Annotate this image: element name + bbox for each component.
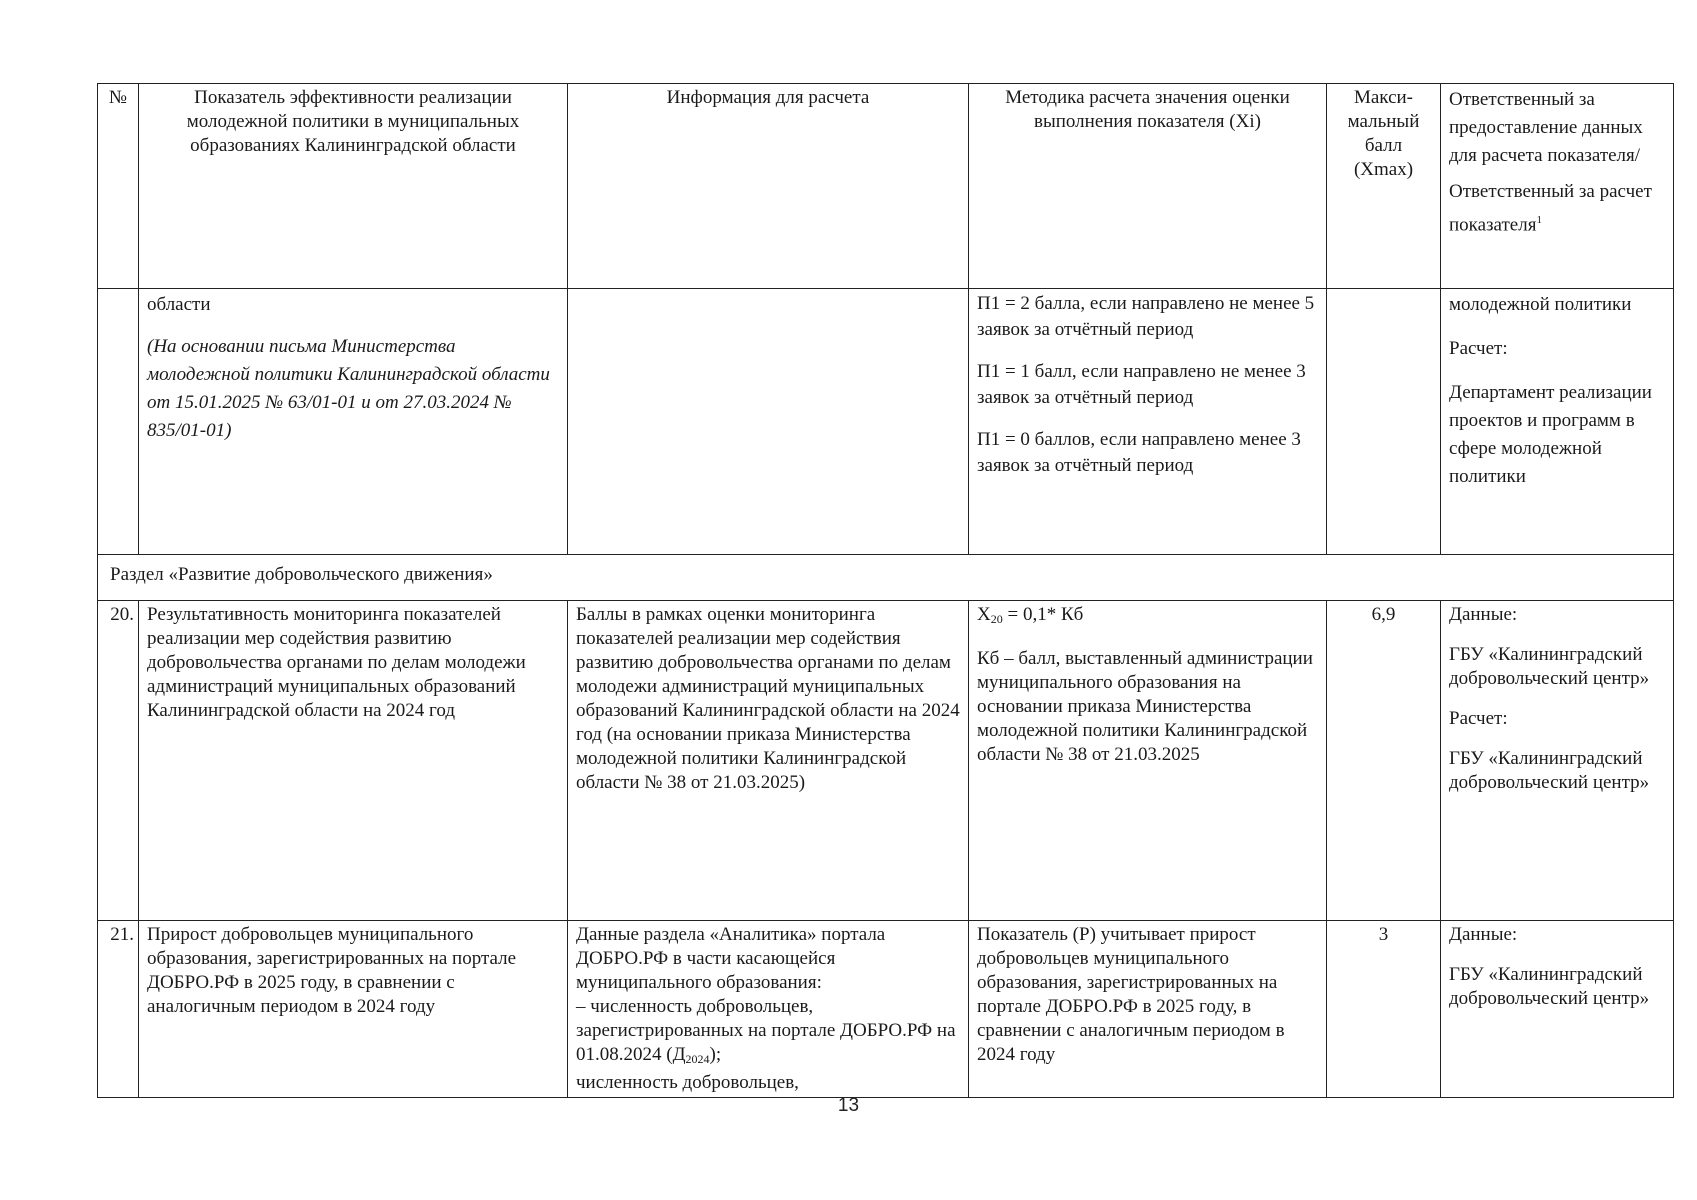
method-rule-2: П1 = 2 балла, если направлено не менее 5 заявок за отчётный период: [977, 293, 1315, 340]
info-line: Данные раздела «Аналитика» портала ДОБРО.РФ в части касающейся муниципального образования:: [576, 924, 886, 993]
method-rule-1: П1 = 1 балл, если направлено не менее 3 заявок за отчётный период: [977, 361, 1306, 408]
indicator-basis: (На основании письма Министерства молодежной политики Калининградской области от 15.01.2025 № 63/01-01 и от 27.03.2024 № 835/01-01): [147, 336, 550, 441]
resp-data-org: ГБУ «Калининградский добровольческий центр»: [1449, 964, 1650, 1009]
resp-calc-label: Расчет:: [1449, 338, 1508, 359]
table-header-row: [98, 84, 1674, 289]
header-indicator: Показатель эффективности реализации молодежной политики в муниципальных образованиях Калининградской области: [139, 84, 568, 289]
resp-data-label: Данные:: [1449, 604, 1518, 625]
row-number: 21.: [98, 921, 139, 1098]
cont-number-cell: [98, 289, 139, 555]
header-responsible: [1441, 84, 1674, 289]
cont-max-cell: [1327, 289, 1441, 555]
info-text: – численность добровольцев, зарегистрированных на портале ДОБРО.РФ на 01.08.2024 (Д: [576, 996, 956, 1065]
indicator-cell: Результативность мониторинга показателей реализации мер содействия развитию добровольчества органами по делам молодежи администраций муниципальных образований Калининградской области на 2024 год: [139, 601, 568, 921]
info-text-end: );: [709, 1044, 722, 1065]
section-row: [98, 555, 1674, 601]
resp-calc-label: Расчет:: [1449, 708, 1508, 729]
method-cell: Показатель (Р) учитывает прирост добровольцев муниципального образования, зарегистрированных на портале ДОБРО.РФ в 2025 году, в сравнении с аналогичным периодом в 2024 году: [969, 921, 1327, 1098]
table-row: [98, 289, 1674, 555]
header-method: Методика расчета значения оценки выполнения показателя (Xi): [969, 84, 1327, 289]
max-score-cell: 3: [1327, 921, 1441, 1098]
info-line: численность добровольцев,: [576, 1072, 799, 1093]
header-responsible-calc: [1449, 178, 1665, 239]
info-subscript: 2024: [685, 1052, 710, 1066]
resp-calc-org: ГБУ «Калининградский добровольческий центр»: [1449, 748, 1650, 793]
resp-department: Департамент реализации проектов и программ в сфере молодежной политики: [1449, 382, 1652, 487]
indicator-cell: Прирост добровольцев муниципального образования, зарегистрированных на портале ДОБРО.РФ в 2025 году, в сравнении с аналогичным периодом в 2024 году: [139, 921, 568, 1098]
max-score-cell: 6,9: [1327, 601, 1441, 921]
method-cell: [969, 601, 1327, 921]
indicator-tail: области: [147, 294, 211, 315]
resp-data-label: Данные:: [1449, 924, 1518, 945]
header-number: №: [98, 84, 139, 289]
cont-method-cell: [969, 289, 1327, 555]
header-max-score: Макси-мальный балл (Xmax): [1327, 84, 1441, 289]
info-line: [576, 995, 960, 1071]
cont-indicator-cell: [139, 289, 568, 555]
table-row: [98, 601, 1674, 921]
formula: [977, 603, 1318, 631]
header-responsible-data: Ответственный за предоставление данных для расчета показателя/: [1449, 89, 1643, 166]
formula-x: Х: [977, 604, 991, 625]
page-number: 13: [837, 1095, 860, 1116]
resp-data-org: ГБУ «Калининградский добровольческий центр»: [1449, 644, 1650, 689]
footnote-mark: 1: [1536, 214, 1542, 226]
cont-info-cell: [568, 289, 969, 555]
formula-subscript: 20: [990, 612, 1003, 626]
header-info: Информация для расчета: [568, 84, 969, 289]
info-cell: Баллы в рамках оценки мониторинга показателей реализации мер содействия развитию добровольчества органами по делам молодежи администраций муниципальных образований Калининградской области на 2024 год (на основании приказа Министерства молодежной политики Калининградской области № 38 от 21.03.2025): [568, 601, 969, 921]
formula-body: = 0,1* Кб: [1002, 604, 1084, 625]
responsible-cell: [1441, 601, 1674, 921]
row-number: 20.: [98, 601, 139, 921]
responsible-cell: [1441, 921, 1674, 1098]
method-text: Кб – балл, выставленный администрации муниципального образования на основании приказа Министерства молодежной политики Калининградской области № 38 от 21.03.2025: [977, 648, 1313, 765]
evaluation-table: [97, 83, 1674, 1098]
resp-line: молодежной политики: [1449, 294, 1632, 315]
section-title: Раздел «Развитие добровольческого движения»: [98, 555, 1674, 601]
table-row: [98, 921, 1674, 1098]
info-cell: [568, 921, 969, 1098]
method-rule-0: П1 = 0 баллов, если направлено менее 3 заявок за отчётный период: [977, 429, 1301, 476]
cont-responsible-cell: [1441, 289, 1674, 555]
header-responsible-calc-text: Ответственный за расчет показателя: [1449, 181, 1652, 236]
